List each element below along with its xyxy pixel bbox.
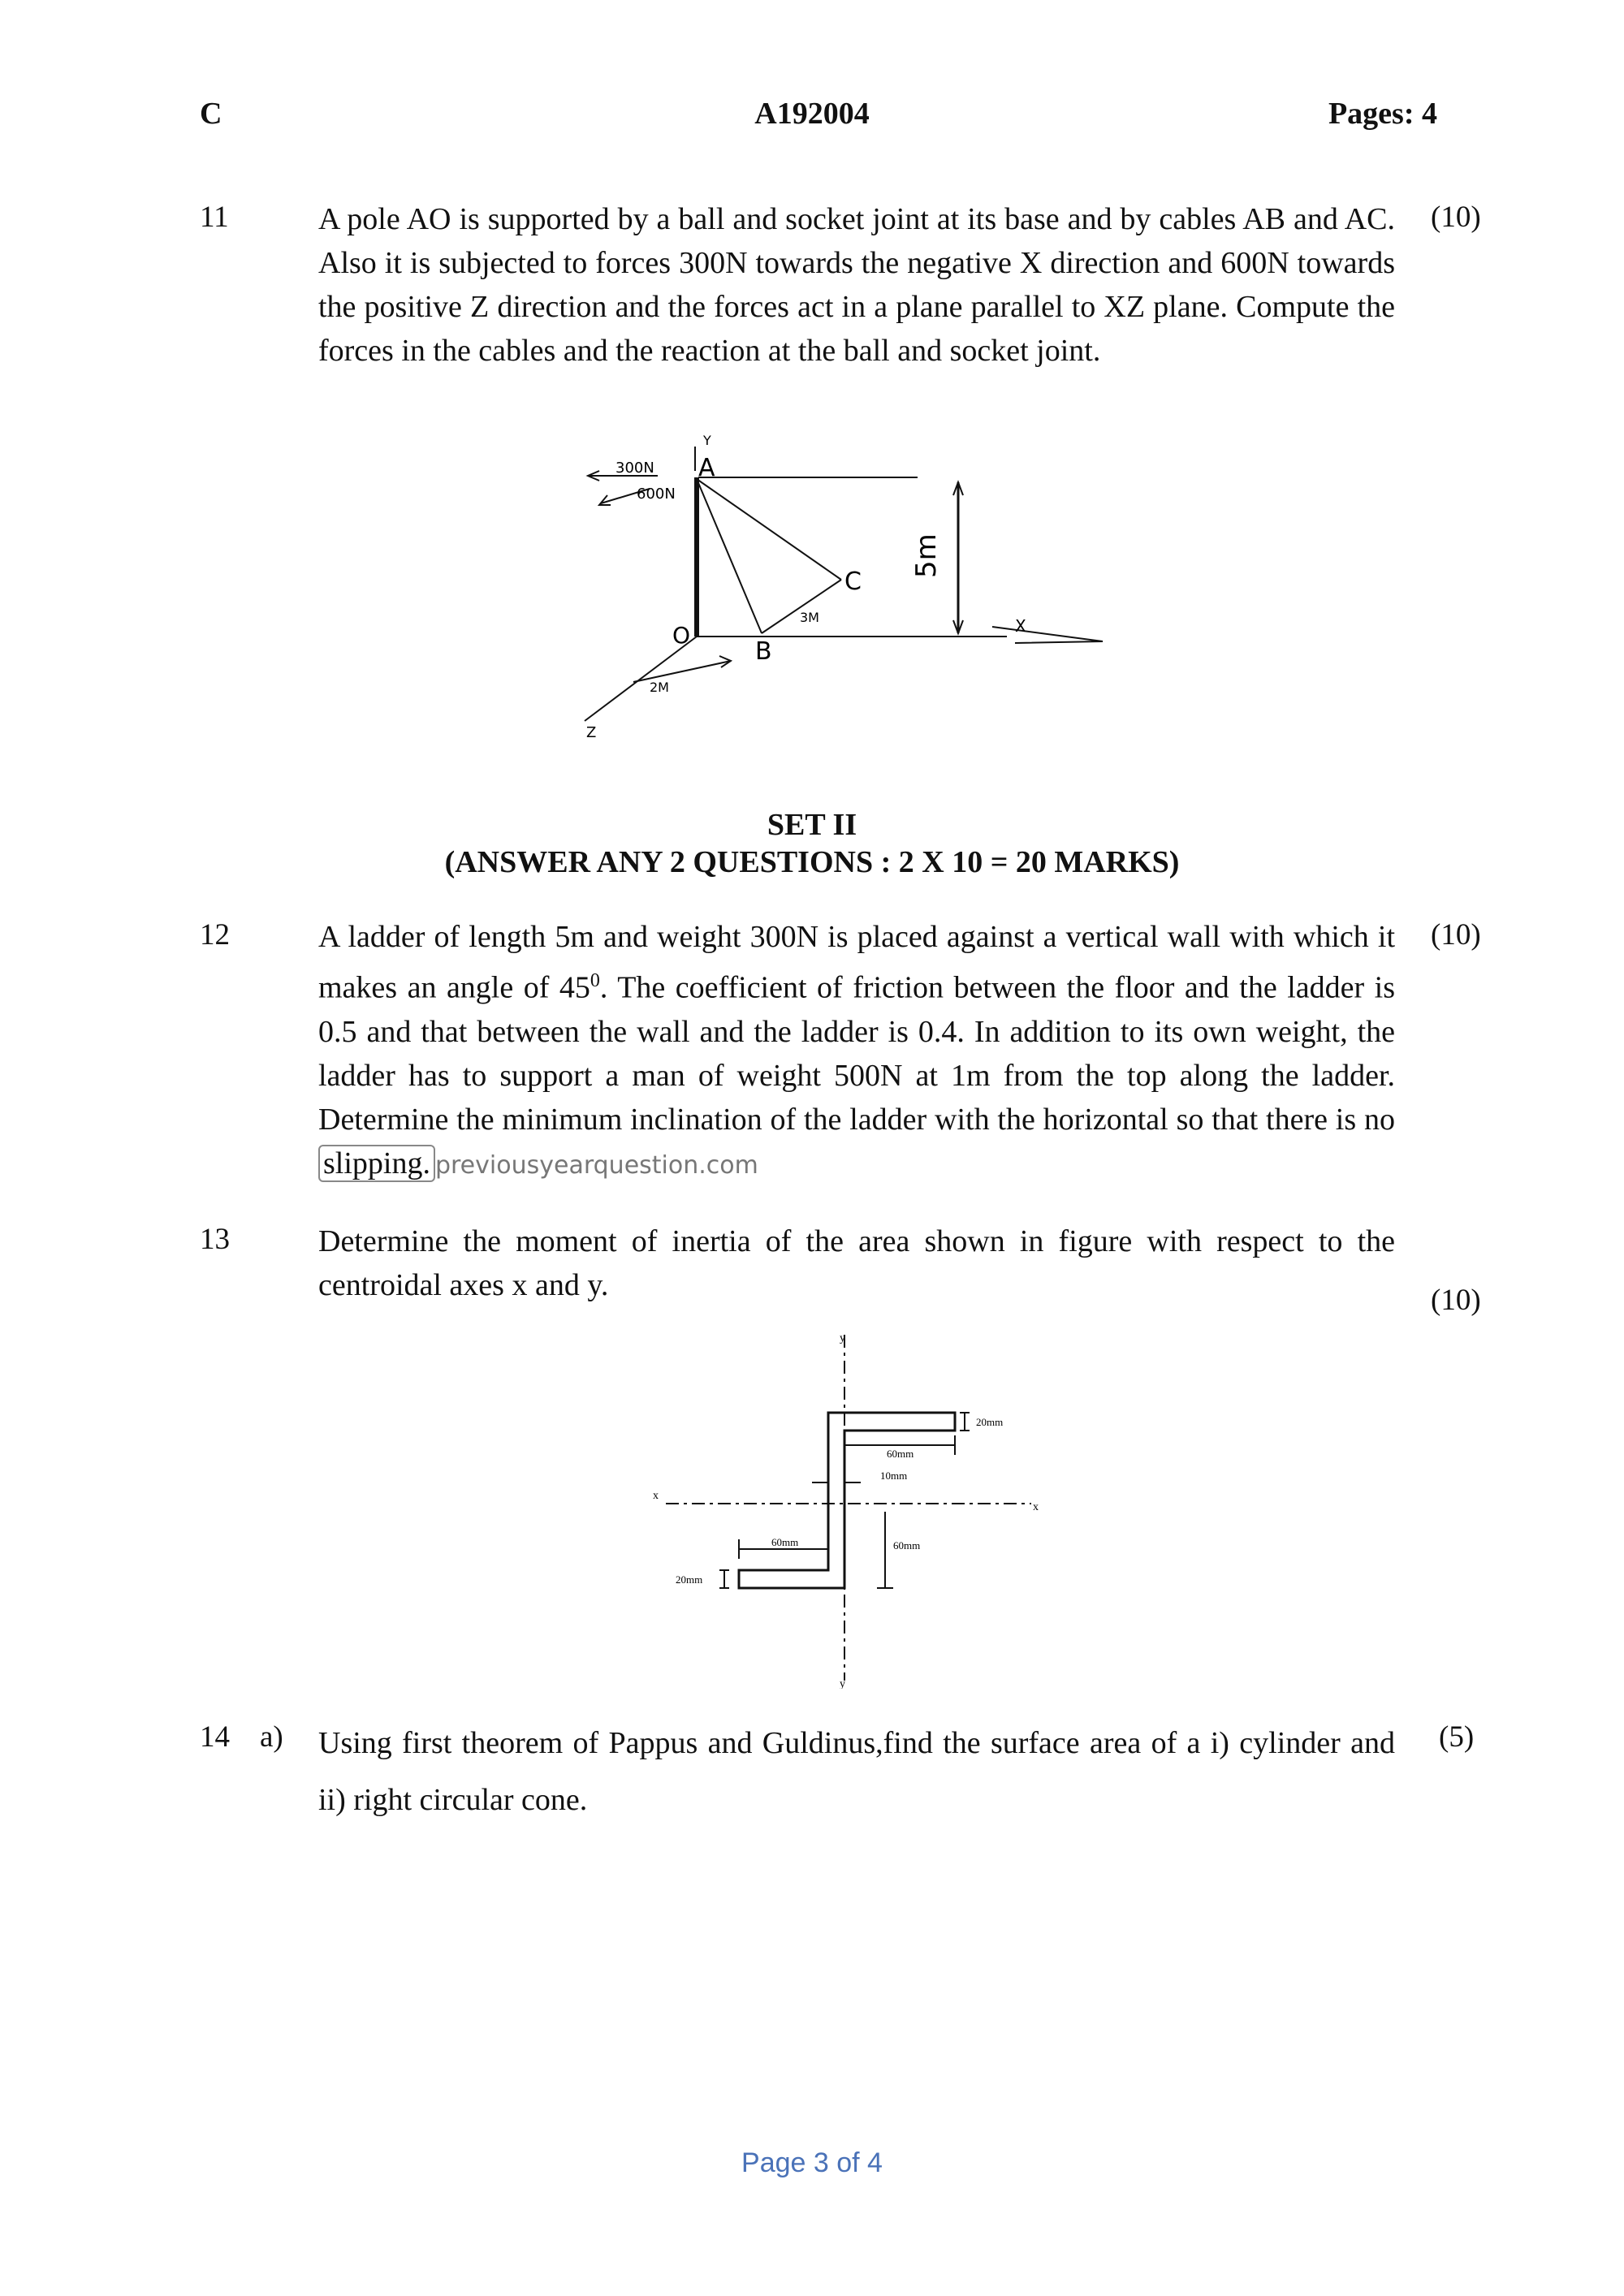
set-ii-title: SET II [767,808,857,842]
page-count: Pages: 4 [1328,97,1437,131]
question-14-text: Using first theorem of Pappus and Guldinus,find the surface area of a i) cylinder and ii) right circular cone. [318,1726,1395,1817]
point-o-label: O [672,622,691,649]
dimension-3m-label: 3M [800,610,819,625]
force-300n-label: 300N [615,460,654,477]
dim-60mm-height-label: 60mm [893,1539,921,1552]
axis-z-label: Z [586,724,597,741]
point-a-label: A [698,454,715,482]
point-b-label: B [755,637,772,666]
set-ii-instructions: (ANSWER ANY 2 QUESTIONS : 2 X 10 = 20 MARKS) [444,845,1180,879]
question-14-part-a: a) [260,1720,283,1754]
axis-y-bottom-label: y [840,1678,845,1689]
dimension-2m-label: 2M [650,680,669,695]
question-number-13: 13 [200,1223,230,1256]
pole-cable-figure [552,430,1137,747]
height-5m-label: 5m [910,533,943,578]
point-c-label: C [844,568,862,596]
question-12-text [318,915,1395,1188]
question-12-text-a: A ladder of length 5m and weight 300N is placed against a vertical wall with which it makes an angle of 45 [318,920,1395,1005]
question-12-text-b: . The coefficient of friction between the floor and the ladder is 0.5 and that between the wall and the ladder is 0.4. In addition to its own weight, the ladder has to support a man of weight 500N at 1m from the top along the ladder. Determine the minimum inclination of the ladder with the horizontal so that there is no [318,970,1396,1137]
axis-y-label: Y [703,433,711,448]
axis-x-right-label: x [1033,1501,1039,1513]
dim-60mm-top-label: 60mm [887,1448,914,1460]
question-14-marks: (5) [1439,1720,1475,1754]
paper-code: A192004 [754,97,870,131]
dim-20mm-bottom-label: 20mm [676,1573,703,1586]
dim-60mm-bottom-label: 60mm [771,1536,799,1548]
series-label: C [200,97,222,131]
axis-x-left-label: x [653,1490,659,1502]
watermark-box: slipping. [318,1145,435,1182]
page-footer: Page 3 of 4 [741,2147,883,2178]
question-number-11: 11 [200,201,229,234]
z-section-figure [650,1331,1056,1689]
question-13-marks: (10) [1431,1284,1481,1317]
axis-y-top-label: y [840,1332,845,1344]
question-11-text: A pole AO is supported by a ball and socket joint at its base and by cables AB and AC. Also it is subjected to forces 300N towards the negative X direction and 600N towards the positive Z direction and the forces act in a plane parallel to XZ plane. Compute the forces in the cables and the reaction at the ball and socket joint. [318,202,1395,368]
axis-x-label: X [1015,616,1026,636]
dim-10mm-label: 10mm [880,1470,908,1482]
question-13-text: Determine the moment of inertia of the area shown in figure with respect to the centroidal axes x and y. [318,1224,1395,1302]
question-number-14: 14 [200,1720,230,1754]
degree-superscript: 0 [590,970,600,991]
question-number-12: 12 [200,918,230,952]
force-600n-label: 600N [637,486,676,503]
question-11-marks: (10) [1431,201,1481,234]
question-12-marks: (10) [1431,918,1481,952]
dim-20mm-top-label: 20mm [976,1416,1004,1428]
watermark-text: previousyearquestion.com [434,1150,758,1180]
